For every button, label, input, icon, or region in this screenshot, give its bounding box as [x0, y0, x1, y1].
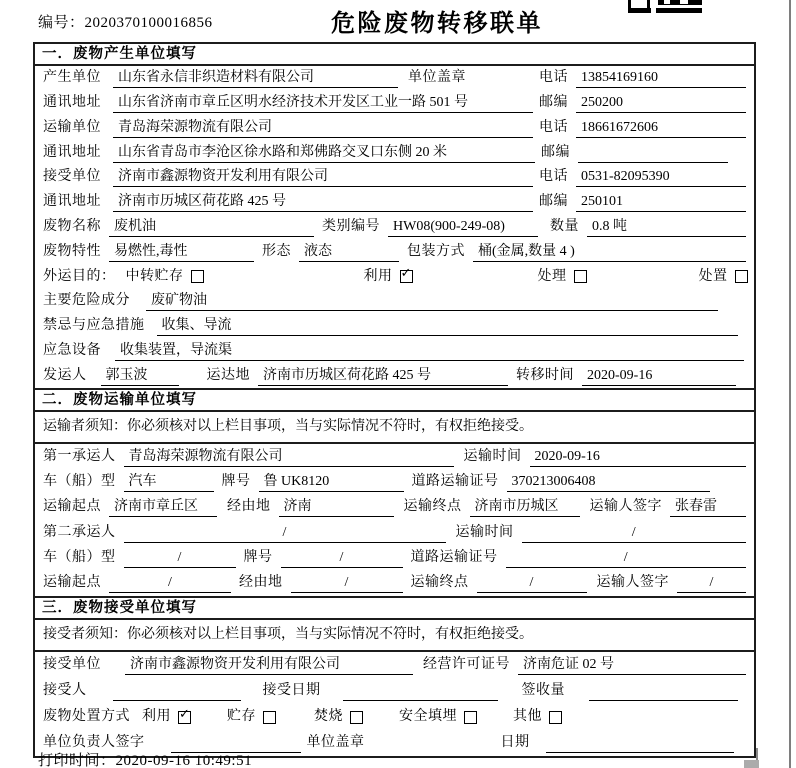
print-time-value: 2020-09-16 10:49:51	[115, 753, 253, 768]
via2-label: 经由地	[239, 575, 283, 591]
producer-phone-value: 13854169160	[576, 68, 746, 88]
via2-value: /	[291, 573, 403, 593]
disposal-option-store: 贮存	[227, 707, 276, 727]
end2-label: 运输终点	[410, 575, 469, 591]
transporter-address-row	[35, 140, 754, 165]
scan-page-edge	[789, 0, 791, 768]
first-carrier-row	[35, 444, 754, 469]
disposal-method-row	[35, 704, 754, 730]
disposal-other-checkbox	[549, 711, 562, 724]
unit-seal-label: 单位盖章	[408, 70, 466, 86]
serial-label: 编号：	[38, 15, 85, 31]
receiver-address-row	[35, 190, 754, 215]
vehicle-type1-value: 汽车	[124, 472, 214, 492]
transporter-zip-value	[578, 143, 728, 163]
purpose-option-dispose: 处置	[699, 267, 748, 287]
quantity-value: 0.8 吨	[587, 217, 746, 237]
end1-value: 济南市历城区	[470, 497, 580, 517]
producer-value: 山东省永信非织造材料有限公司	[113, 68, 398, 88]
accept-unit-value: 济南市鑫源物资开发利用有限公司	[125, 655, 413, 675]
carrier-sign1-label: 运输人签字	[589, 499, 662, 515]
transporter-value: 青岛海荣源物流有限公司	[113, 118, 533, 138]
category-code-value: HW08(900-249-08)	[388, 217, 538, 237]
section2-header: 二．废物运输单位填写	[35, 390, 754, 412]
transporter-label: 运输单位	[43, 119, 101, 135]
vehicle-type2-label: 车（船）型	[43, 549, 116, 565]
receiver-zip-value: 250101	[576, 192, 746, 212]
vehicle-type2-value: /	[124, 548, 236, 568]
qr-code-fragment	[628, 0, 702, 13]
section3-header: 三．废物接受单位填写	[35, 598, 754, 620]
disposal-option-other: 其他	[513, 707, 562, 727]
scan-corner-smudge	[744, 760, 759, 768]
disposal-store-checkbox	[263, 711, 276, 724]
print-time-label: 打印时间：	[38, 753, 116, 768]
route1-row	[35, 495, 754, 520]
plate2-label: 牌号	[243, 549, 273, 565]
transporter-zip-label: 邮编	[541, 144, 570, 160]
via1-label: 经由地	[227, 499, 271, 515]
vehicle1-row	[35, 469, 754, 494]
receiver-row	[35, 165, 754, 190]
taboo-measures-row	[35, 314, 754, 339]
carrier-sign2-value: /	[677, 573, 746, 593]
disposal-utilize-checkbox-checked: ✓	[179, 706, 190, 722]
transfer-purpose-row	[35, 264, 754, 289]
emergency-equipment-value: 收集装置，导流渠	[115, 341, 744, 361]
form-table	[33, 42, 756, 758]
origin2-label: 运输起点	[43, 575, 101, 591]
receiver-notice: 接受者须知：你必须核对以上栏目事项，当与实际情况不符时，有权拒绝接受。	[35, 620, 754, 652]
shipper-row	[35, 363, 754, 388]
acceptor-value	[113, 681, 241, 701]
section-producer	[35, 44, 754, 390]
accept-date-label: 接受日期	[262, 683, 321, 698]
treat-checkbox	[574, 270, 587, 283]
transport-time1-value: 2020-09-16	[530, 447, 747, 467]
producer-label: 产生单位	[43, 70, 101, 86]
waste-name-row	[35, 215, 754, 240]
section1-header: 一．废物产生单位填写	[35, 44, 754, 66]
purpose-option-storage: 中转贮存	[126, 267, 204, 287]
receiver-address-value: 济南市历城区荷花路 425 号	[113, 192, 533, 212]
taboo-measures-value: 收集、导流	[157, 316, 739, 336]
shipper-value: 郭玉波	[101, 366, 179, 386]
route2-row	[35, 571, 754, 596]
second-carrier-label: 第二承运人	[43, 524, 116, 540]
destination-value: 济南市历城区荷花路 425 号	[258, 366, 508, 386]
purpose-option-treat: 处理	[538, 267, 587, 287]
producer-row	[35, 66, 754, 91]
waste-name-value: 废机油	[109, 217, 314, 237]
hazard-component-value: 废矿物油	[146, 291, 718, 311]
road-license1-label: 道路运输证号	[411, 473, 499, 489]
end2-value: /	[477, 573, 587, 593]
qr-bottom-bar	[628, 8, 702, 13]
waste-name-label: 废物名称	[43, 218, 101, 234]
serial-value: 2020370100016856	[84, 15, 213, 31]
vehicle-type1-label: 车（船）型	[43, 473, 116, 489]
permit-value: 济南危证 02 号	[518, 655, 746, 675]
disposal-option-landfill: 安全填埋	[399, 707, 477, 727]
transport-time2-value: /	[522, 523, 747, 543]
producer-address-value: 山东省济南市章丘区明水经济技术开发区工业一路 501 号	[113, 93, 533, 113]
transfer-purpose-label: 外运目的：	[43, 268, 116, 284]
receiver-value: 济南市鑫源物资开发利用有限公司	[113, 167, 533, 187]
transport-time1-label: 运输时间	[463, 448, 522, 464]
shipper-label: 发运人	[43, 367, 87, 383]
carrier-sign2-label: 运输人签字	[596, 575, 669, 591]
first-carrier-value: 青岛海荣源物流有限公司	[124, 447, 454, 467]
road-license1-value: 370213006408	[507, 472, 711, 492]
acceptor-label: 接受人	[43, 683, 87, 698]
disposal-option-utilize: 利用 ✓	[142, 706, 190, 724]
accept-unit-label: 接受单位	[43, 657, 101, 672]
transporter-notice: 运输者须知：你必须核对以上栏目事项，当与实际情况不符时，有权拒绝接受。	[35, 412, 754, 444]
receiver-phone-value: 0531-82095390	[576, 167, 746, 187]
first-carrier-label: 第一承运人	[43, 448, 116, 464]
emergency-equipment-row	[35, 338, 754, 363]
serial-number-line	[38, 11, 213, 32]
date-value	[546, 733, 735, 753]
dispose-checkbox	[735, 270, 748, 283]
second-carrier-value: /	[124, 523, 446, 543]
road-license2-value: /	[506, 548, 747, 568]
origin1-value: 济南市章丘区	[109, 497, 217, 517]
transporter-phone-label: 电话	[539, 119, 568, 135]
taboo-measures-label: 禁忌与应急措施	[43, 318, 145, 334]
unit-seal2-label: 单位盖章	[306, 735, 365, 750]
emergency-equipment-label: 应急设备	[43, 342, 101, 358]
purpose-option-utilize: 利用 ✓	[363, 266, 412, 284]
end1-label: 运输终点	[403, 499, 462, 515]
form-state-label: 形态	[262, 243, 291, 259]
accept-date-value	[343, 681, 498, 701]
producer-zip-label: 邮编	[539, 95, 568, 111]
form-state-value: 液态	[299, 242, 399, 262]
permit-label: 经营许可证号	[423, 657, 510, 672]
packaging-value: 桶(金属,数量 4 )	[473, 242, 746, 262]
section-transporter	[35, 390, 754, 598]
disposal-method-label: 废物处置方式	[43, 709, 130, 724]
print-time-line	[38, 749, 252, 768]
page-title: 危险废物转移联单	[331, 10, 543, 37]
transporter-address-value: 山东省青岛市李沧区徐水路和郑佛路交叉口东侧 20 米	[113, 143, 535, 163]
transporter-address-label: 通讯地址	[43, 144, 101, 160]
plate1-value: 鲁 UK8120	[259, 472, 404, 492]
origin1-label: 运输起点	[43, 499, 101, 515]
waste-character-value: 易燃性,毒性	[109, 242, 254, 262]
acceptor-row	[35, 678, 754, 704]
transporter-phone-value: 18661672606	[576, 118, 746, 138]
section-receiver	[35, 598, 754, 756]
via1-value: 济南	[279, 497, 394, 517]
accept-unit-row	[35, 652, 754, 678]
receiver-phone-label: 电话	[539, 169, 568, 185]
utilize-checkbox-checked: ✓	[400, 266, 412, 281]
destination-label: 运达地	[206, 367, 250, 383]
road-license2-label: 道路运输证号	[410, 549, 498, 565]
waste-character-row	[35, 239, 754, 264]
plate1-label: 牌号	[221, 473, 251, 489]
storage-checkbox	[191, 270, 204, 283]
receiver-address-label: 通讯地址	[43, 194, 101, 210]
origin2-value: /	[109, 573, 231, 593]
vehicle2-row	[35, 545, 754, 570]
producer-phone-label: 电话	[539, 70, 568, 86]
second-carrier-row	[35, 520, 754, 545]
plate2-value: /	[281, 548, 403, 568]
receiver-label: 接受单位	[43, 169, 101, 185]
producer-address-label: 通讯地址	[43, 95, 101, 111]
hazard-component-label: 主要危险成分	[43, 293, 130, 309]
disposal-incinerate-checkbox	[350, 711, 363, 724]
signed-qty-label: 签收量	[521, 683, 565, 698]
disposal-landfill-checkbox	[464, 711, 477, 724]
transfer-time-value: 2020-09-16	[582, 366, 736, 386]
disposal-option-incinerate: 焚烧	[314, 707, 363, 727]
signed-qty-value	[589, 681, 738, 701]
receiver-zip-label: 邮编	[539, 194, 568, 210]
hazard-component-row	[35, 289, 754, 314]
head-signature-label: 单位负责人签字	[43, 735, 145, 750]
quantity-label: 数量	[550, 218, 579, 234]
transporter-row	[35, 116, 754, 141]
transfer-time-label: 转移时间	[516, 367, 574, 383]
carrier-sign1-value: 张春雷	[670, 497, 746, 517]
category-code-label: 类别编号	[322, 218, 380, 234]
packaging-label: 包装方式	[407, 243, 465, 259]
transport-time2-label: 运输时间	[455, 524, 514, 540]
waste-character-label: 废物特性	[43, 243, 101, 259]
producer-address-row	[35, 91, 754, 116]
producer-zip-value: 250200	[576, 93, 746, 113]
date-label: 日期	[500, 735, 530, 750]
